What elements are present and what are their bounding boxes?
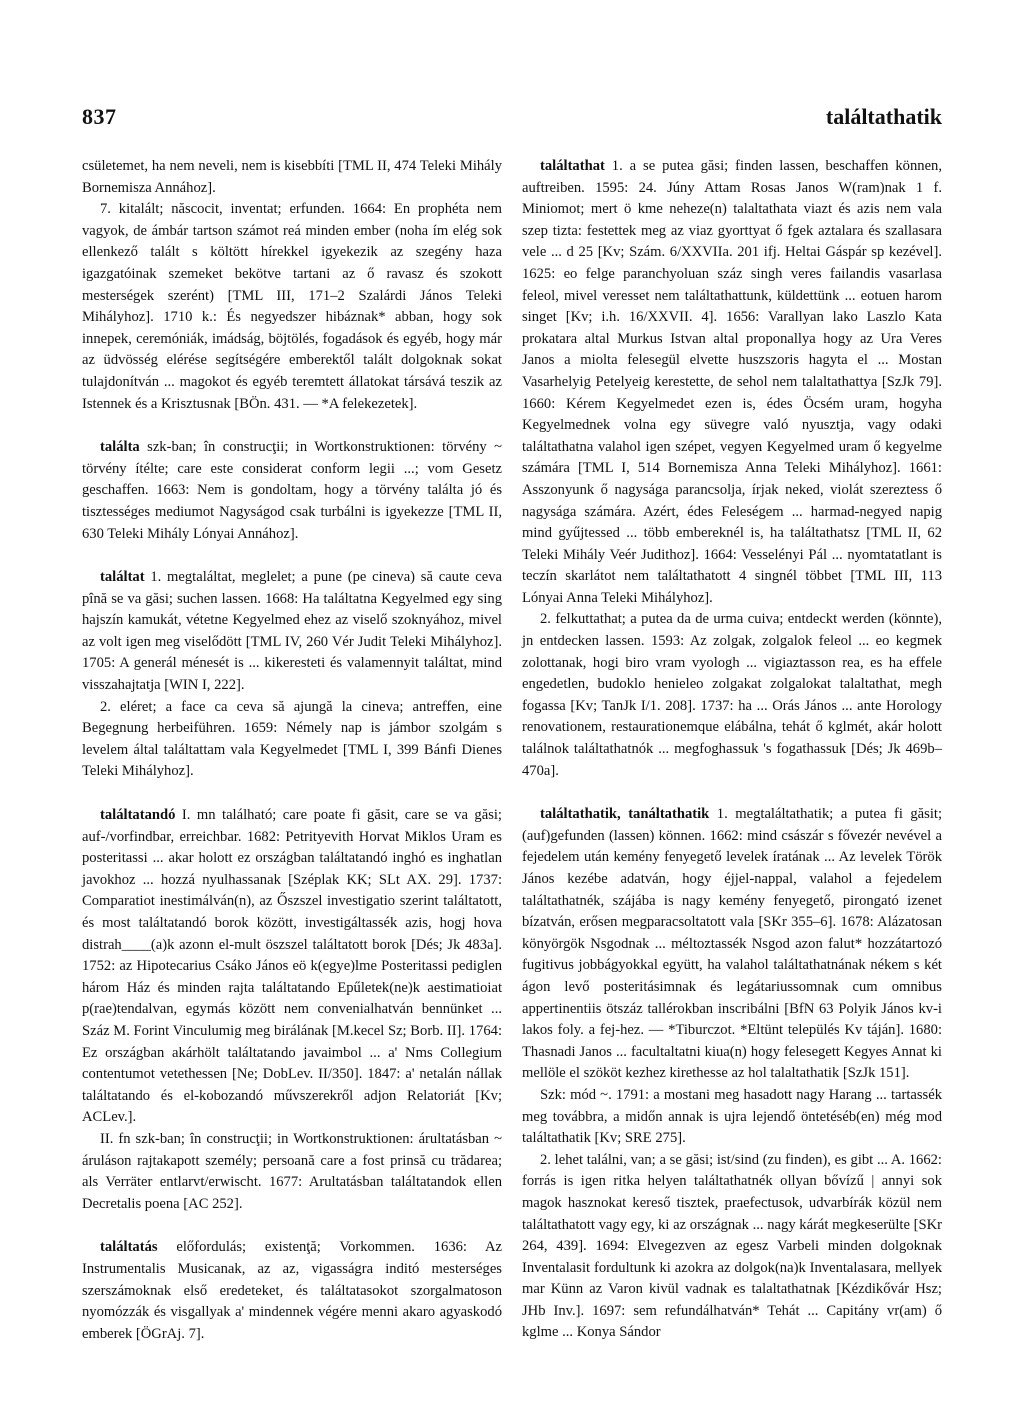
entry-paragraph: Szk: mód ~. 1791: a mostani meg hasadott nagy Harang ... tartassék meg továbbra, a midőn annak is ujra lejendő öntetéséb(en) még mod találtathatik [Kv; SRE 275]. — [522, 1086, 942, 1147]
headword: találta — [100, 439, 140, 456]
headword: találtatás — [100, 1239, 158, 1256]
running-head: találtathatik — [825, 104, 942, 129]
page-number: 837 — [82, 104, 117, 129]
headword: találtathatik, tanáltathatik — [540, 806, 710, 823]
headword: találtatandó — [100, 807, 176, 824]
entry-talaltathat: találtathat 1. a se putea găsi; finden lassen, beschaffen können, auftreiben. 1595: 24. Júny Attam Rosas Janos W(ram)nak 1 f. Miniomot; mert ö kme neheze(n) talaltathata viazt és azis nem vala szep tizta: festettek meg az viaz gyorttyat ő fgek aztalara és szallasara vele ... d 25 [Kv; Szám. 6/XXVIIa. 201 ifj. Heltai Gáspár sp kezével]. 1625: eo felge paranchyoluan száz singh veres failandis vasarlasa feleol, mivel veresset nem találtathattunk, küldettünk ... eotuen harom singet [Kv; i.h. 16/XXVII. 4]. 1656: Varallyan lako Laszlo Kata prokatara altal Murkus Istvan altal proponallya hogy az Ura Veres Janos a miolta felesegül elvette huszszoris hagyta el ... Mostan Vasarhelyig Petelyeig kerestette, de sehol nem talaltathattya [SzJk 79]. 1660: Kérem Kegyelmedet ezen is, édes Öcsém uram, hogyha Kegyelmednek volna egy süvegre való nyusztja, vagy odaki találtathatna valahol igen szépet, vegyen Kegyelmed uram ő kegyelme számára [TML I, 514 Bornemisza Anna Teleki Mihályhoz]. 1661: Asszonyunk ő nagysága parancsolja, írjak neked, violát szereztess ő nagysága számára. Azért, édes Feleségem ... harmad-negyed napig mind gyűjtessed ... több embereknél is, ha találtathatsz [TML II, 62 Teleki Mihály Veér Judithoz]. 1664: Vesselényi Pál ... nyomtatatlant is teczín skarlátot nem találtathatott 4 singnél többet [TML III, 113 Lónyai Anna Teleki Mihályhoz]. — [522, 158, 942, 606]
entry-paragraph: 7. kitalált; născocit, inventat; erfunden. 1664: En prophéta nem vagyok, de ámbár tartson számot reá minden ember (noha ím elég sok ellenkező talált s költött hírekkel igyekezik az szegény haza igazgatóinak szemeket bekötve tartani az ő ravasz és szokott mesterségek szerént) [TML III, 171–2 Szalárdi János Teleki Mihályhoz]. 1710 k.: És negyedszer hibáznak* abban, hogy sok innepek, ceremóniák, imádság, böjtölés, fogadások és egyéb, hogy már az üdvösség elérése segítségére emberektől talált dolgoknak sokat tulajdonítván ... magokot és egyéb teremtett állatokat társává teszik az Istennek és a Krisztusnak [BÖn. 431. — *A felekezetek]. — [82, 201, 502, 412]
entry-talaltatas: találtatás előfordulás; existenţă; Vorkommen. 1636: Az Instrumentalis Musicanak, az az, vigasságra inditó mesterséges szerszámoknak első eredeteket, és találtatasokot szorgalmatoson nyomózzák és visgallyak a' mindennek végére menni akaro agyaskodó emberek [ÖGrAj. 7]. — [82, 1239, 502, 1342]
entry-talaltathatik: találtathatik, tanáltathatik 1. megtaláltathatik; a putea fi găsit; (auf)gefunden (lassen) können. 1662: mind császár s fővezér nevével a fejedelem után kemény fenyegető levelek íratának ... Az levelek Török János kezébe adatván, hogy éjjel-nappal, valahol a fejedelem találtathatnék, szájába is nagy kemény fenyegető, pirongató izenet bízatván, erősen megparacsoltatott vala [SKr 355–6]. 1678: Alázatosan könyörgök Nsgodnak ... méltoztassék Nsgod azon falut* hozzátartozó fugitivus jobbágyokkal együtt, ha valahol találtathatnának nékem s két ágon levő posteritásimnak és legátariussomnak cum omnibus appertinentiis ötszáz tallérokban inscribálni [BfN 63 Polyik János kv-i lakos foly. a fej-hez. — *Tiburczot. *Eltünt település Kv táján]. 1680: Thasnadi Janos ... facultaltatni kiua(n) hogy felesegett Kegyes Annat ki mellöle el szököt kezhez kirethesse az hol talaltathatik [SzJk 151]. — [522, 806, 943, 1082]
entry-paragraph: II. fn szk-ban; în construcţii; in Wortkonstruktionen: árultatásban ~ áruláson rajtakapott személy; persoană care a fost prinsă cu trădarea; als Verräter entlarvt/erwischt. 1677: Arultatásban találtatandok ellen Decretalis poena [AC 252]. — [82, 1130, 502, 1212]
entry-paragraph: 2. felkuttathat; a putea da de urma cuiva; entdeckt werden (könnte), jn entdecken lassen. 1593: Az zolgak, zolgalok feleol ... eo kegmek zolottanak, hogi biro vram vyologh ... vigiaztasson rea, es ha effele engedetlen, budoklo henieleo zolgakat zolgalokat talaltathat, megh fogassa [Kv; TanJk I/1. 208]. 1737: ha ... Orás János ... ante Horology renovationem, restaurationemque elábálna, tehát ő kglmét, akár holott találnok találtathatnók ... megfoghassuk 's fogathassuk [Dés; Jk 469b–470a]. — [522, 611, 942, 779]
entry-paragraph: csületemet, ha nem neveli, nem is kisebbíti [TML II, 474 Teleki Mihály Bornemisza Annához]. — [82, 158, 502, 196]
left-column — [82, 156, 502, 1345]
headword: találtathat — [540, 158, 605, 174]
entry-talalta: találta szk-ban; în construcţii; in Wortkonstruktionen: törvény ~ törvény ítélte; care este considerat conform legii ...; vom Gesetz geschaffen. 1663: Nem is gondoltam, hogy a törvény találta jó és tisztességes mediumot Nagyságod csak turbálni is igyekezze [TML II, 630 Teleki Mihály Lónyai Annához]. — [82, 439, 502, 542]
right-column — [522, 156, 942, 1344]
entry-talaltatando: találtatandó I. mn található; care poate fi găsit, care se va găsi; auf-/vorfindbar, erreichbar. 1682: Petrityevith Horvat Miklos Uram es posteritassi ... akar holott ez országban találtatandó inghó es inghatlan javokhoz ... hozzá nyulhassanak [Széplak KK; SLt AX. 29]. 1737: Comparatiot inestimálván(n), az Őszszel investigatio szerint találtatott, és most találtatandó borok között, investigáltassék azis, hogj hova distrah____(a)k azonn el-mult öszszel találtatott borok [Dés; Jk 483a]. 1752: az Hipotecarius Csáko János eö k(egye)lme Posteritassi pediglen három Ház és minden rajta találtatando Epűletek(ne)k aestimatioiat p(rae)tendalvan, egymás között nem convenialhatván bennünket ... Száz M. Forint Vinculumig meg birálának [M.kecel Sz; Borb. II]. 1764: Ez országban akárhölt találtatando javaimbol ... a' Nms Collegium contentumot vetethessen [Ne; DobLev. II/350]. 1847: a' netalán nállak találtatando és el-kobozandó művszerekről adjon Relatoriát [Kv; ACLev.]. — [82, 807, 502, 1126]
entry-paragraph: 2. eléret; a face ca ceva să ajungă la cineva; antreffen, eine Begegnung herbeiführen. 1659: Némely nap is jámbor szolgám s levelem által találtattam vala Kegyelmedet [TML I, 399 Bánfi Dienes Teleki Mihályhoz]. — [82, 698, 502, 780]
headword: találtat — [100, 569, 145, 586]
page-header — [82, 104, 942, 134]
entry-paragraph: 2. lehet találni, van; a se găsi; ist/sind (zu finden), es gibt ... A. 1662: forrás is igen ritka helyen találtathatnék ollyan bővízű | annyi sok magok hasznokat kereső tisztek, praefectusok, udvarbírák közül nem találtathatott vagy egy, ki az országnak ... nagy kárát megkeserülte [SKr 264, 439]. 1694: Elvegezven az egesz Varbeli minden dolgoknak Inventalasit fordultunk ki azokra az dolgok(na)k Inventalasara, mellyek mar Künn az Varon kivül vadnak es talaltathatnak [Kézdikővár Hsz; JHb Inv.]. 1697: sem refundálhatván* Tehát ... Capitány vr(am) ő kglme ... Konya Sándor — [522, 1151, 942, 1341]
entry-talaltat: találtat 1. megtaláltat, meglelet; a pune (pe cineva) să caute ceva pînă se va găsi; suchen lassen. 1668: Ha találtatna Kegyelmed egy sing hajszín kamukát, vétetne Kegyelmed ehez az viselő szoknyához, mivel az volt igen meg viselődött [TML IV, 260 Vér Judit Teleki Mihályhoz]. 1705: A generál ménesét is ... kikeresteti és valamennyit találtat, mind visszahajtatja [WIN I, 222]. — [82, 569, 502, 694]
